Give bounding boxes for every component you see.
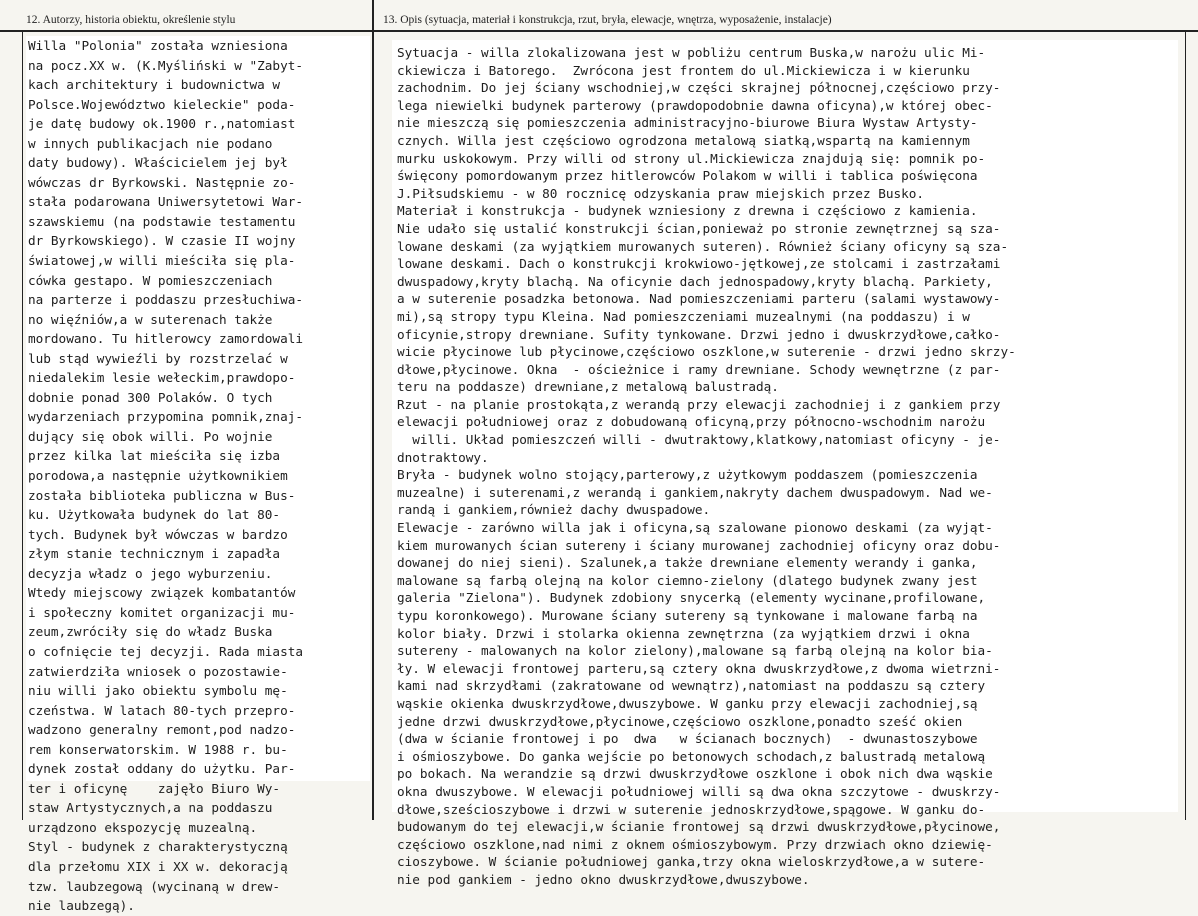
text-line: w innych publikacjach nie podano bbox=[28, 135, 273, 151]
text-line: częściowo oszklone,nad nimi z oknem ośmioszybowym. Przy drzwiach okno dziewię- bbox=[397, 836, 993, 852]
text-line: randą i gankiem,również dachy dwuspadowe. bbox=[397, 502, 711, 518]
text-line: lub stąd wywieźli by rozstrzelać w bbox=[28, 350, 288, 366]
text-line: Wtedy miejscowy związek kombatantów bbox=[28, 585, 296, 601]
text-line: cioszybowe. W ścianie południowej ganka,trzy okna wieloskrzydłowe,a w sutere- bbox=[397, 854, 986, 870]
text-line: urządzono ekspozycję muzealną. bbox=[28, 819, 258, 835]
text-line: sutereny - malowanych na kolor zielony),malowane są farbą olejną na kolor bia- bbox=[397, 643, 993, 659]
text-line: ter i oficynę zajęło Biuro Wy- bbox=[28, 780, 281, 796]
text-line: wówczas dr Byrkowski. Następnie zo- bbox=[28, 174, 296, 190]
text-line: zatwierdziła wniosek o pozostawie- bbox=[28, 663, 288, 679]
text-line: mordowano. Tu hitlerowcy zamordowali bbox=[28, 331, 303, 347]
text-line: wicie płycinowe lub płycinowe,częściowo oszklone,w suterenie - drzwi jedno skrzy- bbox=[397, 344, 1016, 360]
text-line: kiem murowanych ścian sutereny i ściany murowanej zachodniej oficyny oraz dobu- bbox=[397, 537, 1001, 553]
section-12-heading: 12. Autorzy, historia obiektu, określenie stylu bbox=[26, 14, 236, 26]
text-line: po bokach. Na werandzie są drzwi dwuskrzydłowe oszklone i obok nich dwa wąskie bbox=[397, 766, 993, 782]
text-line: dr Byrkowskiego). W czasie II wojny bbox=[28, 233, 296, 249]
text-line: Styl - budynek z charakterystyczną bbox=[28, 839, 288, 855]
text-line: dynek został oddany do użytku. Par- bbox=[28, 761, 296, 777]
text-line: lowane deskami (za wyjątkiem murowanych suteren). Również ściany oficyny są sza- bbox=[397, 238, 1009, 254]
text-line: kolor biały. Drzwi i stolarka okienna zewnętrzna (za wyjątkiem drzwi i okna bbox=[397, 625, 970, 641]
text-line: nie pod gankiem - jedno okno dwuskrzydłowe,dwuszybowe. bbox=[397, 871, 810, 887]
text-line: J.Piłsudskiemu - w 80 rocznicę odzyskania praw miejskich przez Busko. bbox=[397, 185, 925, 201]
text-line: cówka gestapo. W pomieszczeniach bbox=[28, 272, 273, 288]
text-line: nie laubzegą). bbox=[28, 898, 135, 914]
text-line: światowej,w willi mieściła się pla- bbox=[28, 253, 296, 269]
text-line: kach architektury i budownictwa w bbox=[28, 77, 281, 93]
text-line: złym stanie technicznym i zapadła bbox=[28, 546, 281, 562]
description-text-column bbox=[397, 44, 1177, 889]
text-line: Bryła - budynek wolno stojący,parterowy,z użytkowym poddaszem (pomieszczenia bbox=[397, 467, 978, 483]
text-line: budowanym do tej elewacji,w ścianie frontowej są drzwi dwuskrzydłowe,płycinowe, bbox=[397, 819, 1001, 835]
text-line: wydarzeniach przypomina pomnik,znaj- bbox=[28, 409, 303, 425]
right-edge-rule bbox=[1185, 30, 1186, 820]
text-line: ckiewicza i Batorego. Zwrócona jest frontem do ul.Mickiewicza i w kierunku bbox=[397, 62, 970, 78]
text-line: na parterze i poddaszu przesłuchiwa- bbox=[28, 292, 303, 308]
text-line: o cofnięcie tej decyzji. Rada miasta bbox=[28, 643, 303, 659]
history-text-column bbox=[28, 36, 366, 916]
text-line: zachodnim. Do jej ściany wschodniej,w części skrajnej północnej,częściowo przy- bbox=[397, 80, 1001, 96]
header-rule bbox=[0, 30, 1198, 32]
text-line: Materiał i konstrukcja - budynek wzniesiony z drewna i częściowo z kamienia. bbox=[397, 203, 978, 219]
text-line: ku. Użytkowała budynek do lat 80- bbox=[28, 507, 281, 523]
text-line: Sytuacja - willa zlokalizowana jest w pobliżu centrum Buska,w narożu ulic Mi- bbox=[397, 45, 986, 60]
text-line: Polsce.Województwo kieleckie" poda- bbox=[28, 96, 296, 112]
text-line: stała podarowana Uniwersytetowi War- bbox=[28, 194, 303, 210]
text-line: malowane są farbą olejną na kolor ciemno-zielony (dlatego budynek zwany jest bbox=[397, 572, 978, 588]
text-line: nie mieszczą się pomieszczenia administracyjno-biurowe Biura Wystaw Artysty- bbox=[397, 115, 978, 131]
text-line: jedne drzwi dwuskrzydłowe,płycinowe,częściowo oszklone,ponadto sześć okien bbox=[397, 713, 963, 729]
text-line: typu koronkowego). Murowane ściany sutereny są tynkowane i malowane farbą na bbox=[397, 608, 978, 623]
text-line: i społeczny komitet organizacji mu- bbox=[28, 604, 296, 620]
text-line: decyzja władz o jego wyburzeniu. bbox=[28, 565, 273, 581]
text-line: elewacji południowej oraz z dobudowaną oficyną,przy północno-wschodnim narożu bbox=[397, 414, 986, 430]
text-line: staw Artystycznych,a na poddaszu bbox=[28, 800, 273, 816]
text-line: lowane deskami. Dach o konstrukcji krokwiowo-jętkowej,ze stolcami i zastrzałami bbox=[397, 256, 1001, 272]
text-line: a w suterenie posadzka betonowa. Nad pomieszczeniami parteru (salami wystawowy- bbox=[397, 291, 1001, 307]
text-line: no więźniów,a w suterenach także bbox=[28, 311, 273, 327]
text-line: daty budowy). Właścicielem jej był bbox=[28, 155, 288, 171]
text-line: niu willi jako obiektu symbolu mę- bbox=[28, 683, 288, 699]
text-line: okna dwuszybowe. W elewacji południowej willi są dwa okna szczytowe - dwuskrzy- bbox=[397, 783, 1001, 799]
text-line: murku uskokowym. Przy willi od strony ul.Mickiewicza znajdują się: pomnik po- bbox=[397, 150, 986, 166]
text-line: dłowe,płycinowe. Okna - ościeżnice i ramy drewniane. Schody wewnętrzne (z par- bbox=[397, 361, 1001, 377]
column-divider bbox=[372, 0, 374, 820]
text-line: muzealne) i suterenami,z werandą i gankiem,nakryty dachem dwuspadowym. Nad we- bbox=[397, 484, 993, 500]
text-line: dnotraktowy. bbox=[397, 449, 489, 465]
text-line: Willa "Polonia" została wzniesiona bbox=[28, 38, 288, 53]
text-line: mi),są stropy typu Kleina. Nad pomieszczeniami muzealnymi (na poddaszu) i w bbox=[397, 308, 970, 324]
text-line: na pocz.XX w. (K.Myśliński w "Zabyt- bbox=[28, 57, 303, 73]
text-line: Elewacje - zarówno willa jak i oficyna,są szalowane pionowo deskami (za wyjąt- bbox=[397, 520, 993, 536]
text-line: ły. W elewacji frontowej parteru,są cztery okna dwuskrzydłowe,z dwoma wietrzni- bbox=[397, 660, 1001, 676]
text-line: willi. Układ pomieszczeń willi - dwutraktowy,klatkowy,natomiast oficyny - je- bbox=[397, 432, 1001, 448]
text-line: zeum,zwróciły się do władz Buska bbox=[28, 624, 273, 640]
text-line: tzw. laubzegową (wycinaną w drew- bbox=[28, 878, 281, 894]
text-line: kami nad skrzydłami (zakratowane od wewnątrz),natomiast na poddaszu są cztery bbox=[397, 678, 986, 694]
text-line: dłowe,sześcioszybowe i drzwi w suterenie jednoskrzydłowe,spągowe. W ganku do- bbox=[397, 801, 986, 817]
text-line: wadzono generalny remont,pod nadzo- bbox=[28, 722, 296, 738]
text-line: porodowa,a następnie użytkownikiem bbox=[28, 468, 288, 484]
text-line: dla przełomu XIX i XX w. dekoracją bbox=[28, 858, 288, 874]
text-line: święcony pomordowanym przez hitlerowców Polakom w willi i tablica poświęcona bbox=[397, 168, 978, 184]
text-line: wąskie okienka dwuskrzydłowe,dwuszybowe. W ganku przy elewacji zachodniej,są bbox=[397, 695, 978, 711]
text-line: niedalekim lesie wełeckim,prawdopo- bbox=[28, 370, 296, 386]
left-edge-rule bbox=[22, 30, 23, 820]
text-line: przez kilka lat mieściła się izba bbox=[28, 448, 281, 464]
text-line: Nie udało się ustalić konstrukcji ścian,ponieważ po stronie zewnętrznej są sza- bbox=[397, 220, 1001, 236]
text-line: dwuspadowy,kryty blachą. Na oficynie dach jednospadowy,kryty blachą. Parkiety, bbox=[397, 273, 993, 289]
text-line: (dwa w ścianie frontowej i po dwa w ścianach bocznych) - dwunastoszybowe bbox=[397, 731, 978, 747]
text-line: Rzut - na planie prostokąta,z werandą przy elewacji zachodniej i z gankiem przy bbox=[397, 396, 1001, 412]
text-line: tych. Budynek był wówczas w bardzo bbox=[28, 526, 288, 542]
text-line: oficynie,stropy drewniane. Sufity tynkowane. Drzwi jedno i dwuskrzydłowe,całko- bbox=[397, 326, 1001, 342]
text-line: lega niewielki budynek parterowy (prawdopodobnie dawna oficyna),w której obec- bbox=[397, 97, 993, 113]
text-line: dowanej do niej sieni). Szalunek,a także drewniane elementy werandy i ganka, bbox=[397, 555, 978, 571]
text-line: je datę budowy ok.1900 r.,natomiast bbox=[28, 116, 296, 132]
section-13-heading: 13. Opis (sytuacja, materiał i konstrukcja, rzut, bryła, elewacje, wnętrza, wyposażenie, instalacje) bbox=[383, 14, 832, 26]
text-line: została biblioteka publiczna w Bus- bbox=[28, 487, 296, 503]
text-line: dobnie ponad 300 Polaków. O tych bbox=[28, 389, 273, 405]
text-line: cznych. Willa jest częściowo ogrodzona metalową siatką,wspartą na kamiennym bbox=[397, 132, 970, 148]
text-line: szawskiemu (na podstawie testamentu bbox=[28, 213, 296, 229]
text-line: i ośmioszybowe. Do ganka wejście po betonowych schodach,z balustradą metalową bbox=[397, 748, 986, 764]
text-line: dujący się obok willi. Po wojnie bbox=[28, 428, 273, 444]
text-line: teru na poddasze) drewniane,z metalową balustradą. bbox=[397, 379, 779, 395]
text-line: galeria "Zielona"). Budynek zdobiony snycerką (elementy wycinane,profilowane, bbox=[397, 590, 986, 606]
text-line: czeństwa. W latach 80-tych przepro- bbox=[28, 702, 296, 718]
text-line: rem konserwatorskim. W 1988 r. bu- bbox=[28, 741, 288, 757]
